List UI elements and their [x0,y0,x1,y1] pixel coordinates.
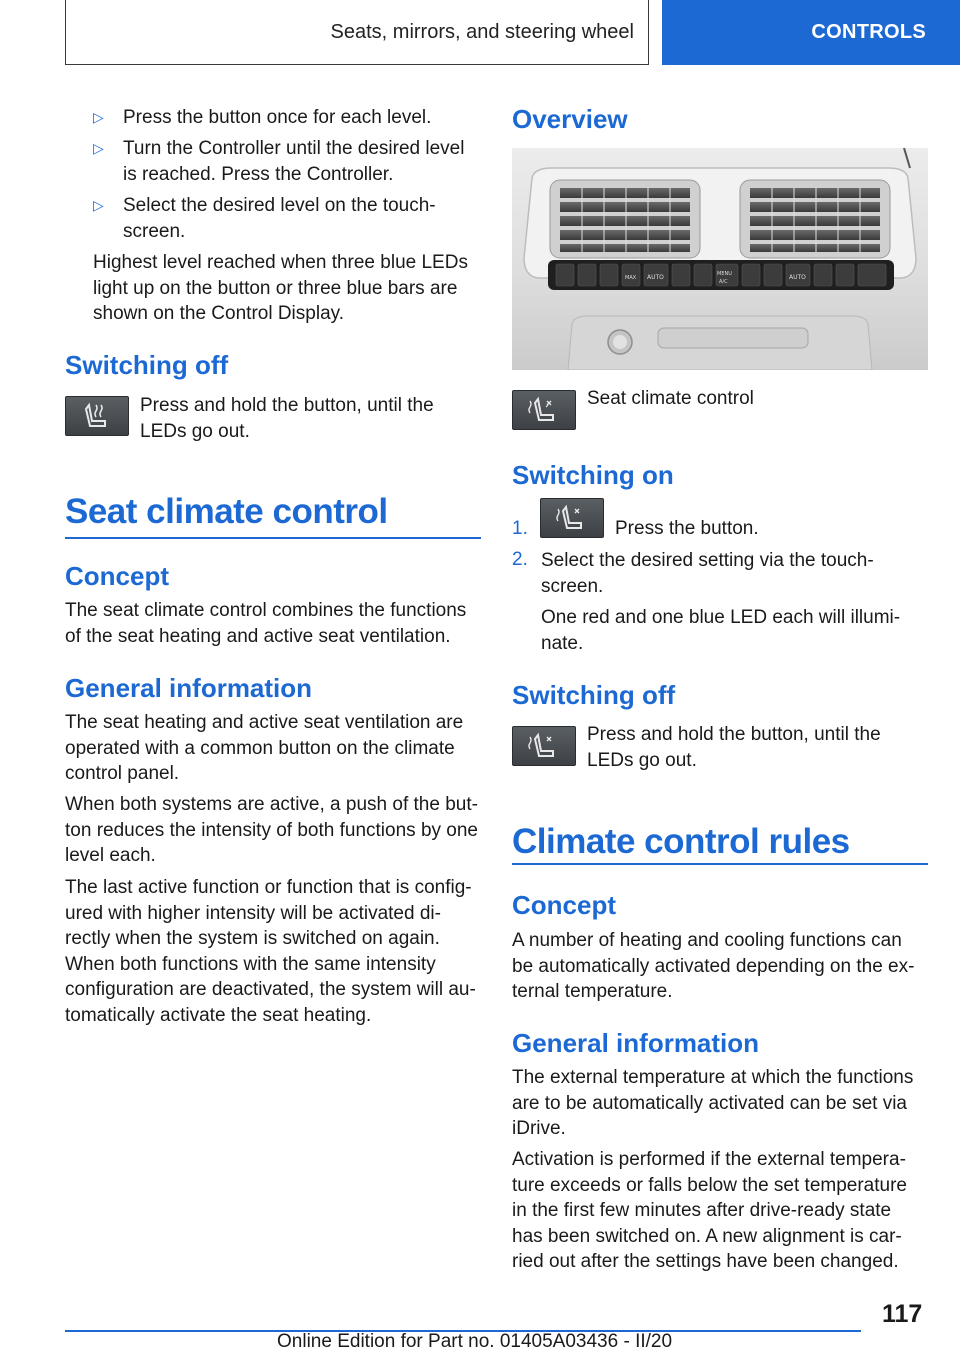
step2-note: One red and one blue LED each will illumi-nate. [541,607,901,654]
bullet-text: Select the desired level on the touch-screen. [123,195,436,242]
general-info-p1: The external temperature at which the functions are to be automatically activated can be set via iDrive. [512,1067,914,1139]
seat-heating-button-icon [65,396,129,436]
switching-off-text: Press and hold the button, until the LEDs go out. [587,724,881,771]
general-info-heading: General information [65,673,313,703]
bullet-text: Press the button once for each level. [123,107,432,128]
triangle-bullet-icon: ▷ [93,140,104,156]
heading-rule [65,537,481,539]
bullet-item [93,136,513,188]
switching-off-heading: Switching off [65,350,229,380]
seat-climate-button-icon [512,726,576,766]
edition-text: Online Edition for Part no. 01405A03436 - II/20 [277,1331,673,1352]
seat-climate-button-icon [512,390,576,430]
concept-text: The seat climate control combines the functions of the seat heating and active seat ventilation. [65,600,467,647]
step-number: 1. [512,518,528,539]
bullet-item [93,193,513,245]
svg-text:A/C: A/C [719,279,728,285]
step-number: 2. [512,549,528,570]
highest-level-text: Highest level reached when three blue LEDs light up on the button or three blue bars are shown on the Control Display. [93,252,468,324]
overview-heading: Overview [512,104,628,134]
svg-text:AUTO: AUTO [789,274,806,281]
seat-climate-heading: Seat climate control [65,492,388,531]
climate-rules-heading: Climate control rules [512,822,850,861]
concept-heading: Concept [65,561,169,591]
general-info-p2: When both systems are active, a push of the but-ton reduces the intensity of both functions by one level each. [65,794,478,866]
concept-text: A number of heating and cooling functions can be automatically activated depending on the ex-ternal temperature. [512,930,915,1002]
chapter-title: CONTROLS [811,21,926,43]
svg-text:MAX: MAX [625,275,637,281]
header-section-tab [65,0,649,65]
svg-text:MENU: MENU [717,271,732,277]
switching-on-heading: Switching on [512,460,674,490]
seat-climate-button-icon [540,498,604,538]
heading-rule [512,863,928,865]
page-number: 117 [882,1300,923,1328]
bullet-text: Turn the Controller until the desired level is reached. Press the Controller. [123,138,465,185]
general-info-p3: The last active function or function that is config-ured with higher intensity will be activated di-rectly when the system is switched on again. When both functions with the same intensity configuration are deactivated, the system will au-tomatically activate the seat heating. [65,877,476,1026]
switching-off-heading: Switching off [512,680,676,710]
icon-caption: Seat climate control [587,388,754,409]
header-chapter-tab [662,0,960,65]
triangle-bullet-icon: ▷ [93,197,104,213]
concept-heading: Concept [512,890,616,920]
climate-panel-photo [512,148,928,370]
triangle-bullet-icon: ▷ [93,109,104,125]
switching-off-text: Press and hold the button, until the LEDs go out. [140,395,434,442]
general-info-p1: The seat heating and active seat ventilation are operated with a common button on the climate control panel. [65,712,464,784]
step1-text: Press the button. [615,518,759,539]
climate-panel-illustration [512,148,928,370]
general-info-p2: Activation is performed if the external tempera-ture exceeds or falls below the set temperature in the first few minutes after drive-ready state has been switched on. A new alignment is car-ried out after the settings have been changed. [512,1149,907,1272]
general-info-heading: General information [512,1028,760,1058]
svg-text:AUTO: AUTO [647,274,664,281]
step2-text: Select the desired setting via the touch-screen. [541,550,874,597]
section-title: Seats, mirrors, and steering wheel [330,20,634,43]
